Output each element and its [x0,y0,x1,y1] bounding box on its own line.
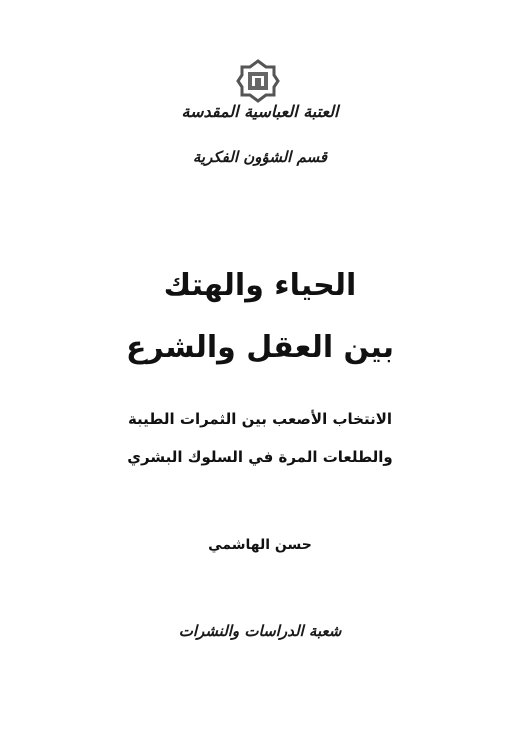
book-title-line1: الحياء والهتك [163,268,357,303]
department-name: قسم الشؤون الفكرية [192,148,328,166]
publisher-name: شعبة الدراسات والنشرات [178,622,342,640]
author-name: حسن الهاشمي [208,537,312,553]
subtitle-line1: الانتخاب الأصعب بين الثمرات الطيبة [127,410,393,428]
organization-name: العتبة العباسية المقدسة [181,102,339,121]
book-title-line2: بين العقل والشرع [125,330,395,365]
subtitle-line2: والطلعات المرة في السلوك البشري [127,448,393,466]
